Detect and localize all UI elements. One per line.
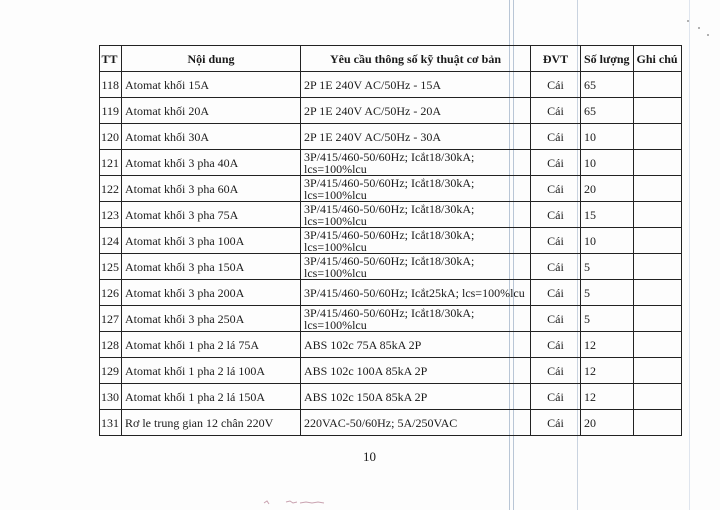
- cell-so-luong: 10: [581, 124, 634, 150]
- cell-tt: 119: [100, 98, 122, 124]
- table-row: [100, 254, 682, 280]
- cell-yeu-cau-text: 3P/415/460-50/60Hz; Icắt18/30kA; lcs=100%lcu: [304, 227, 475, 254]
- cell-tt: 129: [100, 358, 122, 384]
- cell-yeu-cau-text: ABS 102c 150A 85kA 2P: [304, 389, 428, 404]
- scan-binder-line: [689, 0, 690, 510]
- cell-ghi-chu: [633, 228, 681, 254]
- table-row: [100, 176, 682, 202]
- cell-tt: 126: [100, 280, 122, 306]
- cell-yeu-cau-text: ABS 102c 75A 85kA 2P: [304, 337, 422, 352]
- page-number: 10: [363, 449, 376, 464]
- header-ghi-chu: Ghi chú: [633, 46, 681, 72]
- cell-dvt: Cái: [531, 176, 581, 202]
- table-row: [100, 306, 682, 332]
- table-row: [100, 98, 682, 124]
- table-row: [100, 202, 682, 228]
- cell-yeu-cau: [301, 176, 531, 202]
- cell-dvt: Cái: [531, 384, 581, 410]
- cell-yeu-cau-text: 3P/415/460-50/60Hz; Icắt18/30kA; lcs=100%lcu: [304, 253, 475, 280]
- cell-noi-dung: Rơ le trung gian 12 chân 220V: [122, 410, 301, 436]
- cell-so-luong: 5: [581, 254, 634, 280]
- cell-dvt: Cái: [531, 358, 581, 384]
- cell-tt: 131: [100, 410, 122, 436]
- cell-noi-dung: Atomat khối 30A: [122, 124, 301, 150]
- cell-ghi-chu: [633, 358, 681, 384]
- cell-ghi-chu: [633, 332, 681, 358]
- cell-yeu-cau-text: ABS 102c 100A 85kA 2P: [304, 363, 428, 378]
- cell-yeu-cau: [301, 384, 531, 410]
- cell-dvt: Cái: [531, 254, 581, 280]
- cell-noi-dung: Atomat khối 1 pha 2 lá 100A: [122, 358, 301, 384]
- cell-yeu-cau-text: 2P 1E 240V AC/50Hz - 30A: [304, 129, 442, 144]
- cell-yeu-cau: [301, 98, 531, 124]
- header-noi-dung: Nội dung: [122, 46, 301, 72]
- handwritten-mark: [262, 499, 342, 505]
- cell-yeu-cau: [301, 124, 531, 150]
- cell-tt: 118: [100, 72, 122, 98]
- table-header-row: [100, 46, 682, 72]
- scan-speck: [698, 27, 700, 29]
- cell-noi-dung: Atomat khối 3 pha 75A: [122, 202, 301, 228]
- cell-dvt: Cái: [531, 280, 581, 306]
- table-row: [100, 124, 682, 150]
- scan-speck: [707, 34, 709, 36]
- cell-tt: 127: [100, 306, 122, 332]
- cell-so-luong: 10: [581, 150, 634, 176]
- cell-tt: 130: [100, 384, 122, 410]
- cell-noi-dung: Atomat khối 3 pha 200A: [122, 280, 301, 306]
- cell-tt: 120: [100, 124, 122, 150]
- cell-so-luong: 10: [581, 228, 634, 254]
- cell-dvt: Cái: [531, 202, 581, 228]
- cell-ghi-chu: [633, 72, 681, 98]
- cell-ghi-chu: [633, 124, 681, 150]
- header-tt: TT: [100, 46, 122, 72]
- cell-yeu-cau: [301, 280, 531, 306]
- cell-so-luong: 20: [581, 176, 634, 202]
- cell-noi-dung: Atomat khối 15A: [122, 72, 301, 98]
- cell-yeu-cau: [301, 228, 531, 254]
- cell-yeu-cau-text: 3P/415/460-50/60Hz; Icắt18/30kA; lcs=100%lcu: [304, 149, 475, 176]
- header-yeu-cau: Yêu cầu thông số kỹ thuật cơ bản: [301, 46, 531, 72]
- cell-so-luong: 12: [581, 384, 634, 410]
- table-body: [100, 72, 682, 436]
- cell-noi-dung: Atomat khối 3 pha 60A: [122, 176, 301, 202]
- cell-noi-dung: Atomat khối 1 pha 2 lá 150A: [122, 384, 301, 410]
- table-row: [100, 280, 682, 306]
- cell-ghi-chu: [633, 306, 681, 332]
- cell-noi-dung: Atomat khối 3 pha 150A: [122, 254, 301, 280]
- cell-so-luong: 12: [581, 358, 634, 384]
- cell-so-luong: 12: [581, 332, 634, 358]
- cell-ghi-chu: [633, 254, 681, 280]
- cell-yeu-cau: [301, 202, 531, 228]
- cell-yeu-cau-text: 3P/415/460-50/60Hz; Icắt18/30kA; lcs=100%lcu: [304, 175, 475, 202]
- cell-so-luong: 5: [581, 280, 634, 306]
- cell-yeu-cau-text: 220VAC-50/60Hz; 5A/250VAC: [304, 415, 458, 430]
- header-dvt: ĐVT: [531, 46, 581, 72]
- cell-tt: 125: [100, 254, 122, 280]
- table-row: [100, 150, 682, 176]
- cell-yeu-cau-text: 3P/415/460-50/60Hz; Icắt18/30kA; lcs=100%lcu: [304, 305, 475, 332]
- cell-ghi-chu: [633, 202, 681, 228]
- cell-dvt: Cái: [531, 150, 581, 176]
- cell-yeu-cau: [301, 358, 531, 384]
- cell-yeu-cau: [301, 306, 531, 332]
- scan-speck: [687, 20, 689, 22]
- table-row: [100, 410, 682, 436]
- cell-dvt: Cái: [531, 228, 581, 254]
- cell-so-luong: 15: [581, 202, 634, 228]
- cell-ghi-chu: [633, 410, 681, 436]
- cell-ghi-chu: [633, 150, 681, 176]
- cell-tt: 123: [100, 202, 122, 228]
- cell-so-luong: 5: [581, 306, 634, 332]
- cell-ghi-chu: [633, 98, 681, 124]
- cell-dvt: Cái: [531, 98, 581, 124]
- table-row: [100, 228, 682, 254]
- cell-noi-dung: Atomat khối 3 pha 100A: [122, 228, 301, 254]
- cell-dvt: Cái: [531, 72, 581, 98]
- cell-noi-dung: Atomat khối 1 pha 2 lá 75A: [122, 332, 301, 358]
- cell-yeu-cau-text: 2P 1E 240V AC/50Hz - 15A: [304, 77, 442, 92]
- cell-dvt: Cái: [531, 306, 581, 332]
- cell-so-luong: 65: [581, 72, 634, 98]
- cell-noi-dung: Atomat khối 3 pha 40A: [122, 150, 301, 176]
- cell-yeu-cau: [301, 332, 531, 358]
- cell-yeu-cau: [301, 72, 531, 98]
- cell-tt: 121: [100, 150, 122, 176]
- table-row: [100, 332, 682, 358]
- cell-yeu-cau: [301, 150, 531, 176]
- cell-dvt: Cái: [531, 332, 581, 358]
- table-row: [100, 358, 682, 384]
- cell-noi-dung: Atomat khối 20A: [122, 98, 301, 124]
- cell-dvt: Cái: [531, 124, 581, 150]
- specification-table: [99, 45, 682, 436]
- cell-yeu-cau-text: 3P/415/460-50/60Hz; Icắt18/30kA; lcs=100%lcu: [304, 201, 475, 228]
- cell-so-luong: 20: [581, 410, 634, 436]
- cell-dvt: Cái: [531, 410, 581, 436]
- cell-so-luong: 65: [581, 98, 634, 124]
- table-row: [100, 72, 682, 98]
- cell-noi-dung: Atomat khối 3 pha 250A: [122, 306, 301, 332]
- cell-tt: 124: [100, 228, 122, 254]
- cell-ghi-chu: [633, 384, 681, 410]
- cell-yeu-cau-text: 2P 1E 240V AC/50Hz - 20A: [304, 103, 442, 118]
- cell-yeu-cau: [301, 410, 531, 436]
- cell-yeu-cau-text: 3P/415/460-50/60Hz; Icắt25kA; lcs=100%lcu: [304, 285, 525, 300]
- cell-tt: 122: [100, 176, 122, 202]
- cell-tt: 128: [100, 332, 122, 358]
- cell-yeu-cau: [301, 254, 531, 280]
- header-so-luong: Số lượng: [581, 46, 634, 72]
- cell-ghi-chu: [633, 176, 681, 202]
- cell-ghi-chu: [633, 280, 681, 306]
- table-row: [100, 384, 682, 410]
